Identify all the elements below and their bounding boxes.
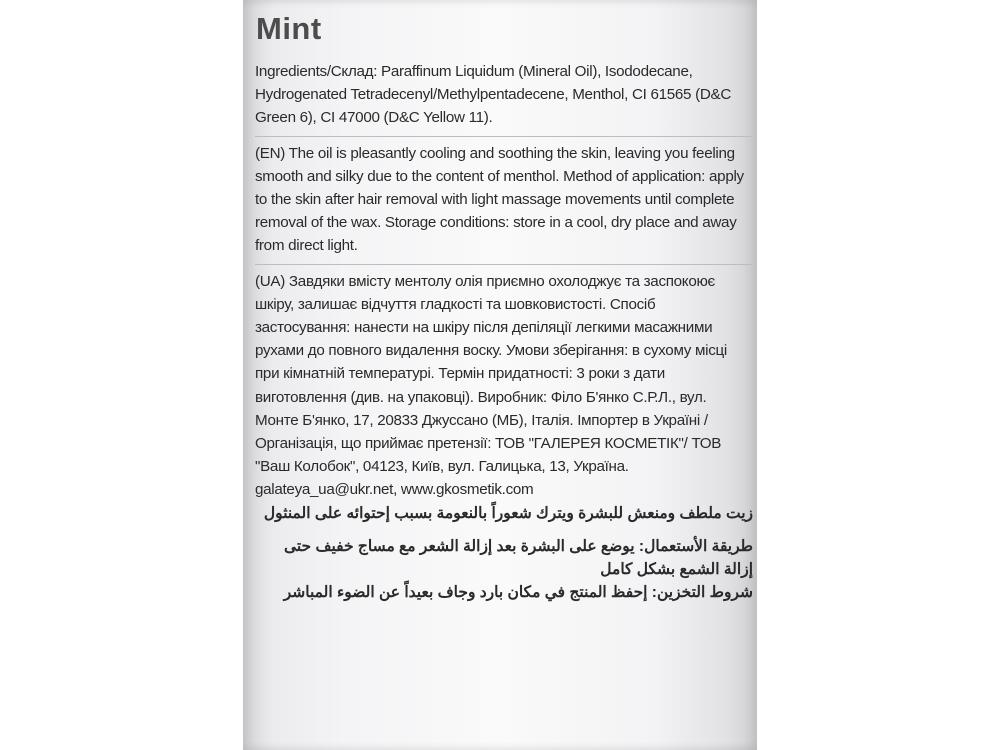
product-label [243, 0, 757, 750]
product-title: Mint [256, 11, 322, 46]
arabic-storage: شروط التخزين: إحفظ المنتج في مكان بارد وجاف بعيداً عن الضوء المباشر [283, 583, 753, 601]
english-description: (EN) The oil is pleasantly cooling and soothing the skin, leaving you feeling smooth and silky due to the content of menthol. Method of application: apply to the skin after hair removal with light massage movements until complete removal of the wax. Storage conditions: store in a cool, dry place and away from direct light. [255, 144, 744, 255]
ukrainian-description: (UA) Завдяки вмісту ментолу олія приємно охолоджує та заспокоює шкіру, залишає відчуття гладкості та шовковистості. Спосіб застосування: нанести на шкіру після депіляції легкими масажними рухами до повного видалення воску. Умови зберігання: в сухому місці при кімнатній температурі. Термін придатності: 3 роки з дати виготовлення (див. на упаковці). Виробник: Філо Б'янко С.Р.Л., вул. Монте Б'янко, 17, 20833 Джуссано (МБ), Італія. Імпортер в Україні / Організація, що приймає претензії: ТОВ "ГАЛЕРЕЯ КОСМЕТІК"/ ТОВ "Ваш Колобок", 04123, Київ, вул. Галицька, 13, Україна. galateya_ua@ukr.net, www.gkosmetik.com [255, 272, 727, 499]
divider [255, 264, 753, 265]
ingredients-text: Ingredients/Склад: Paraffinum Liquidum (Mineral Oil), Isododecane, Hydrogenated Tetradecenyl/Methylpentadecene, Menthol, CI 61565 (D&C Green 6), CI 47000 (D&C Yellow 11). [255, 63, 732, 127]
arabic-application: طريقة الأستعمال: يوضع على البشرة بعد إزالة الشعر مع مساج خفيف حتى إزالة الشمع بشكل كامل [283, 537, 753, 578]
arabic-description: زيت ملطف ومنعش للبشرة ويترك شعوراً بالنعومة بسبب إحتوائه على المنثول [263, 504, 753, 522]
label-content [255, 10, 753, 604]
divider [255, 136, 753, 137]
